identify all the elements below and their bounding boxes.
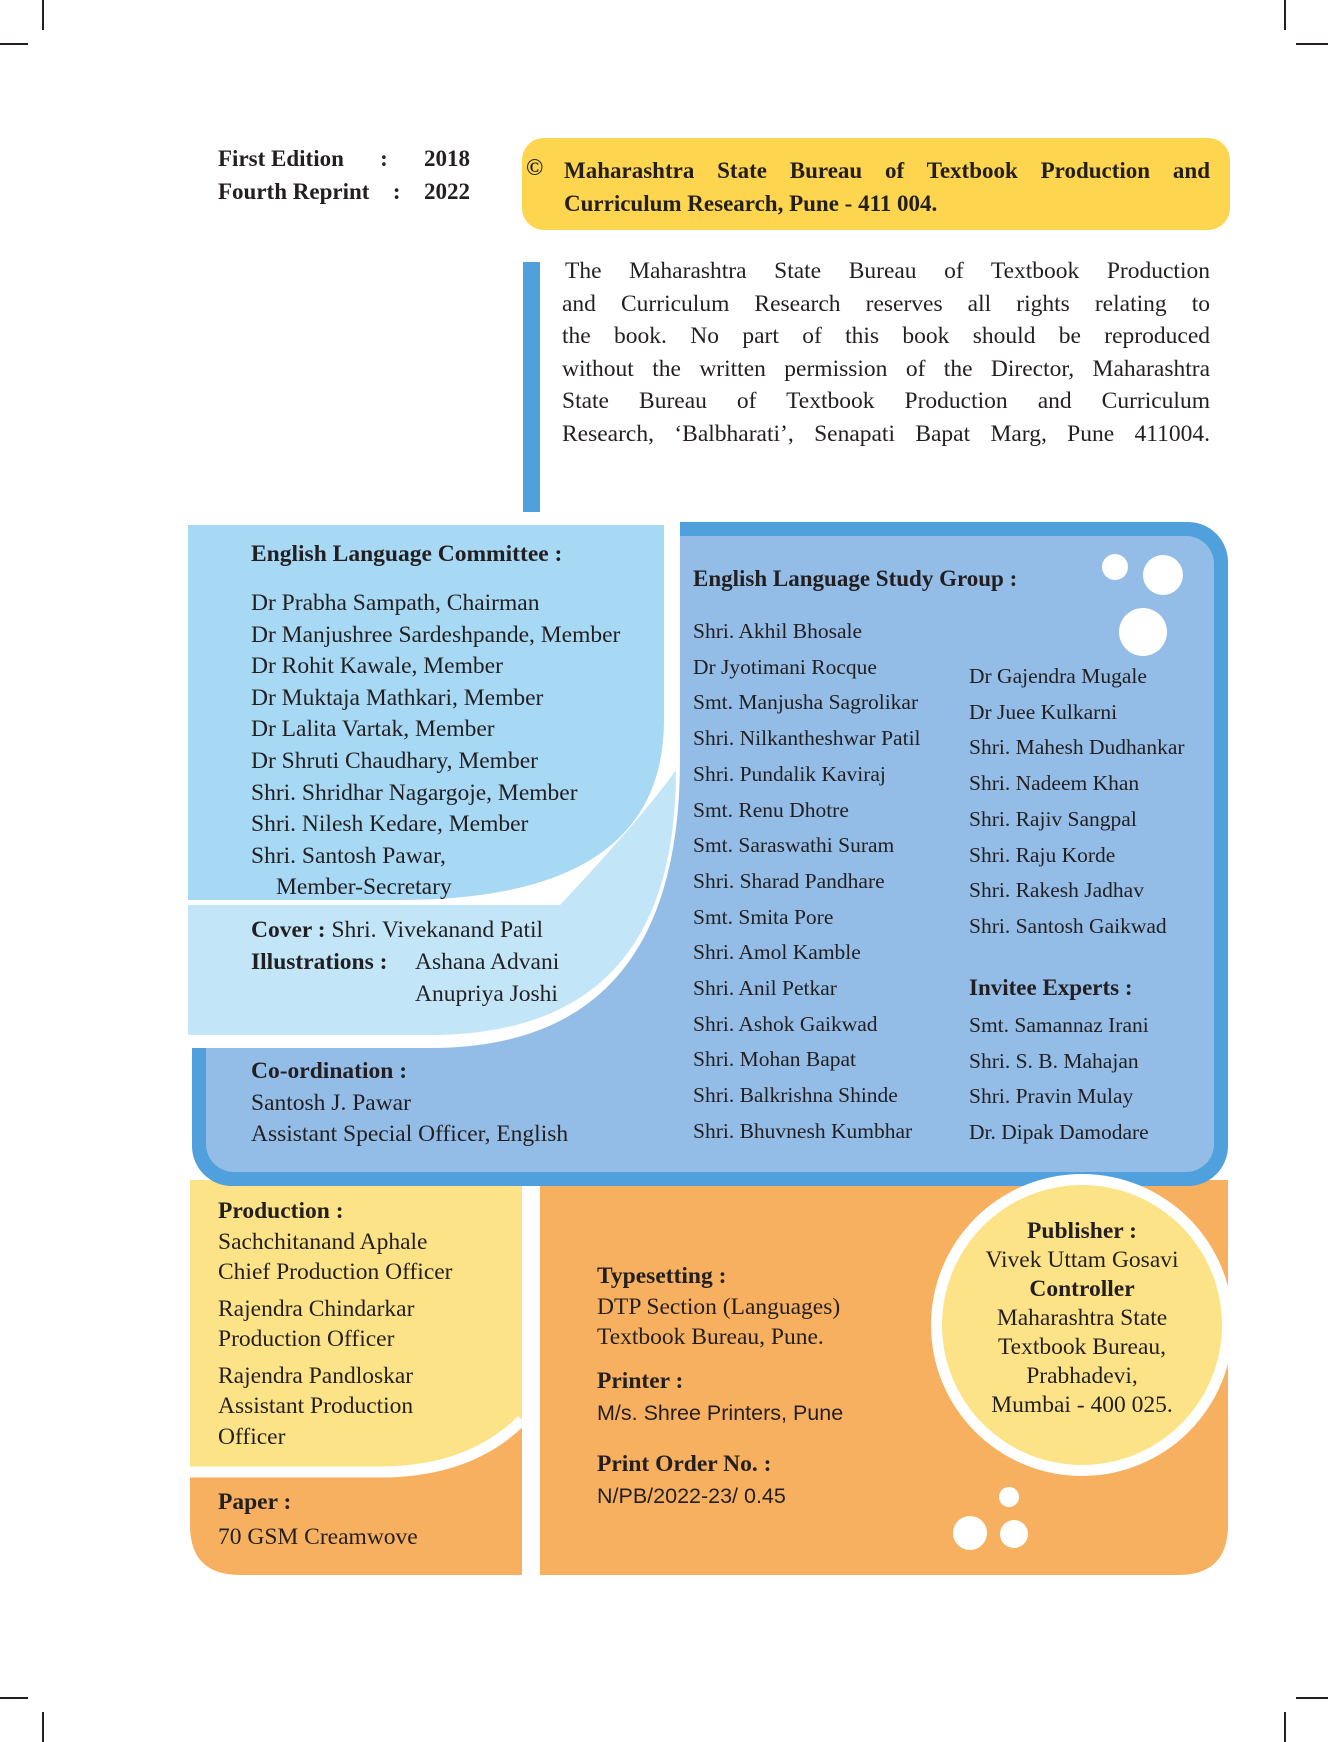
production-line: Chief Production Officer bbox=[218, 1259, 453, 1285]
study-group-member: Shri. Santosh Gaikwad bbox=[969, 913, 1167, 938]
printer-value: M/s. Shree Printers, Pune bbox=[597, 1401, 844, 1425]
publisher-heading: Publisher : bbox=[1027, 1218, 1137, 1244]
paper-block bbox=[218, 1485, 418, 1555]
study-group-member: Smt. Smita Pore bbox=[693, 904, 834, 929]
bubble bbox=[953, 1516, 987, 1550]
study-group-member: Smt. Renu Dhotre bbox=[693, 797, 849, 822]
notice-line: the book. No part of this book should be reproduced bbox=[562, 323, 1210, 349]
first-edition-label: First Edition bbox=[218, 146, 344, 171]
committee-member: Shri. Nilesh Kedare, Member bbox=[251, 811, 529, 838]
paper-value: 70 GSM Creamwove bbox=[218, 1524, 418, 1550]
committee-member: Dr Prabha Sampath, Chairman bbox=[251, 590, 540, 616]
copyright-owner bbox=[564, 154, 1210, 220]
typesetting-block bbox=[597, 1261, 840, 1353]
study-group-heading: English Language Study Group : bbox=[693, 566, 1018, 591]
committee-heading: English Language Committee : bbox=[251, 541, 563, 567]
cover-credit bbox=[251, 914, 543, 946]
fourth-reprint-value: 2022 bbox=[424, 179, 470, 204]
notice-line: The Maharashtra State Bureau of Textbook Production bbox=[565, 258, 1210, 284]
study-group-member: Shri. Amol Kamble bbox=[693, 940, 861, 965]
illustrations-label: Illustrations : bbox=[251, 949, 388, 975]
publisher-address-line: Prabhadevi, bbox=[1026, 1363, 1138, 1389]
copyright-symbol: © bbox=[526, 155, 544, 180]
notice-line: Research, ‘Balbharati’, Senapati Bapat Marg, Pune 411004. bbox=[562, 420, 1210, 447]
study-group-member: Shri. Nadeem Khan bbox=[969, 771, 1140, 796]
paper-heading: Paper : bbox=[218, 1489, 292, 1515]
committee-member: Member-Secretary bbox=[276, 874, 452, 901]
committee-member: Shri. Shridhar Nagargoje, Member bbox=[251, 779, 578, 806]
cover-label: Cover : bbox=[251, 917, 326, 943]
publisher-address-line: Maharashtra State bbox=[996, 1305, 1168, 1331]
coordination-line: Assistant Special Officer, English bbox=[251, 1121, 569, 1147]
study-group-member: Shri. Nilkantheshwar Patil bbox=[693, 726, 921, 751]
study-group-col1 bbox=[693, 614, 921, 1150]
illustrator: Anupriya Joshi bbox=[415, 981, 558, 1007]
study-group-member: Dr Juee Kulkarni bbox=[969, 699, 1118, 724]
committee-member: Dr Manjushree Sardeshpande, Member bbox=[251, 621, 621, 648]
rights-notice bbox=[562, 255, 1210, 450]
committee-member: Shri. Santosh Pawar, bbox=[251, 842, 446, 869]
invitee-member: Dr. Dipak Damodare bbox=[969, 1120, 1149, 1145]
publisher-address-line: Mumbai - 400 025. bbox=[991, 1392, 1173, 1418]
print-order-heading: Print Order No. : bbox=[597, 1451, 772, 1477]
publisher-role: Controller bbox=[1029, 1276, 1135, 1302]
fourth-reprint-label: Fourth Reprint bbox=[218, 179, 370, 204]
production-line: Production Officer bbox=[218, 1326, 395, 1352]
committee-member: Dr Muktaja Mathkari, Member bbox=[251, 684, 544, 711]
publisher-block bbox=[952, 1217, 1212, 1420]
study-group-member: Smt. Manjusha Sagrolikar bbox=[693, 690, 919, 715]
bubble bbox=[1143, 555, 1183, 595]
production-block bbox=[218, 1196, 453, 1452]
bubble bbox=[1119, 608, 1167, 656]
bubble bbox=[1102, 554, 1128, 580]
invitee-member: Shri. Pravin Mulay bbox=[969, 1084, 1134, 1109]
printer-block bbox=[597, 1365, 843, 1429]
study-group-member: Shri. Anil Petkar bbox=[693, 976, 837, 1001]
illustrators-list bbox=[415, 946, 559, 1010]
production-line: Assistant Production bbox=[218, 1393, 414, 1419]
cover-name: Shri. Vivekanand Patil bbox=[331, 917, 544, 943]
bubble bbox=[1000, 1520, 1028, 1548]
study-group-member: Dr Gajendra Mugale bbox=[969, 664, 1147, 688]
invitee-heading: Invitee Experts : bbox=[969, 975, 1133, 1000]
committee-member: Dr Lalita Vartak, Member bbox=[251, 716, 495, 743]
study-group-member: Shri. Pundalik Kaviraj bbox=[693, 761, 886, 786]
typesetting-line: Textbook Bureau, Pune. bbox=[597, 1324, 824, 1350]
committee-member: Dr Rohit Kawale, Member bbox=[251, 653, 503, 680]
notice-line: and Curriculum Research reserves all rights relating to bbox=[562, 290, 1210, 317]
first-edition-value: 2018 bbox=[423, 146, 470, 171]
copyright-owner-line: Curriculum Research, Pune - 411 004. bbox=[564, 191, 938, 216]
production-line: Rajendra Pandloskar bbox=[218, 1362, 414, 1389]
study-group-member: Shri. Sharad Pandhare bbox=[693, 868, 885, 893]
notice-line: without the written permission of the Director, Maharashtra bbox=[562, 355, 1210, 382]
study-group-member: Smt. Saraswathi Suram bbox=[693, 833, 895, 858]
production-heading: Production : bbox=[218, 1198, 344, 1224]
print-order-block bbox=[597, 1448, 786, 1512]
copyright-owner-line: Maharashtra State Bureau of Textbook Production and bbox=[564, 158, 1210, 183]
notice-line: State Bureau of Textbook Production and Curriculum bbox=[562, 388, 1210, 414]
study-group-member: Shri. Balkrishna Shinde bbox=[693, 1083, 898, 1108]
study-group-member: Shri. Bhuvnesh Kumbhar bbox=[693, 1118, 913, 1143]
study-group-member: Shri. Raju Korde bbox=[969, 842, 1116, 867]
study-group-member: Shri. Rajiv Sangpal bbox=[969, 806, 1137, 831]
production-line: Officer bbox=[218, 1423, 286, 1450]
study-group-member: Dr Jyotimani Rocque bbox=[693, 654, 877, 679]
study-group-member: Shri. Rakesh Jadhav bbox=[969, 878, 1144, 903]
committee-member: Dr Shruti Chaudhary, Member bbox=[251, 747, 538, 774]
printer-heading: Printer : bbox=[597, 1368, 684, 1394]
committee-list bbox=[251, 588, 620, 904]
coordination-line: Santosh J. Pawar bbox=[251, 1089, 411, 1116]
notice-bar bbox=[523, 262, 540, 512]
bubble bbox=[999, 1487, 1019, 1507]
edition-block: First Edition : 2018 Fourth Reprint : 2022 bbox=[218, 142, 470, 208]
study-group-member: Shri. Akhil Bhosale bbox=[693, 619, 863, 643]
coordination-block bbox=[251, 1056, 568, 1151]
print-order-value: N/PB/2022-23/ 0.45 bbox=[597, 1484, 786, 1508]
study-group-member: Shri. Mohan Bapat bbox=[693, 1047, 857, 1072]
invitee-list bbox=[969, 1008, 1149, 1151]
study-group-col2 bbox=[969, 659, 1185, 945]
invitee-member: Shri. S. B. Mahajan bbox=[969, 1048, 1139, 1073]
production-line: Sachchitanand Aphale bbox=[218, 1228, 428, 1255]
invitee-member: Smt. Samannaz Irani bbox=[969, 1013, 1149, 1037]
publisher-address-line: Textbook Bureau, bbox=[997, 1334, 1167, 1360]
publisher-name: Vivek Uttam Gosavi bbox=[985, 1247, 1179, 1273]
production-line: Rajendra Chindarkar bbox=[218, 1295, 415, 1322]
study-group-member: Shri. Ashok Gaikwad bbox=[693, 1011, 878, 1036]
study-group-member: Shri. Mahesh Dudhankar bbox=[969, 735, 1185, 760]
illustrator: Ashana Advani bbox=[415, 949, 560, 975]
typesetting-line: DTP Section (Languages) bbox=[597, 1293, 841, 1320]
typesetting-heading: Typesetting : bbox=[597, 1263, 727, 1289]
coordination-heading: Co-ordination : bbox=[251, 1058, 408, 1084]
